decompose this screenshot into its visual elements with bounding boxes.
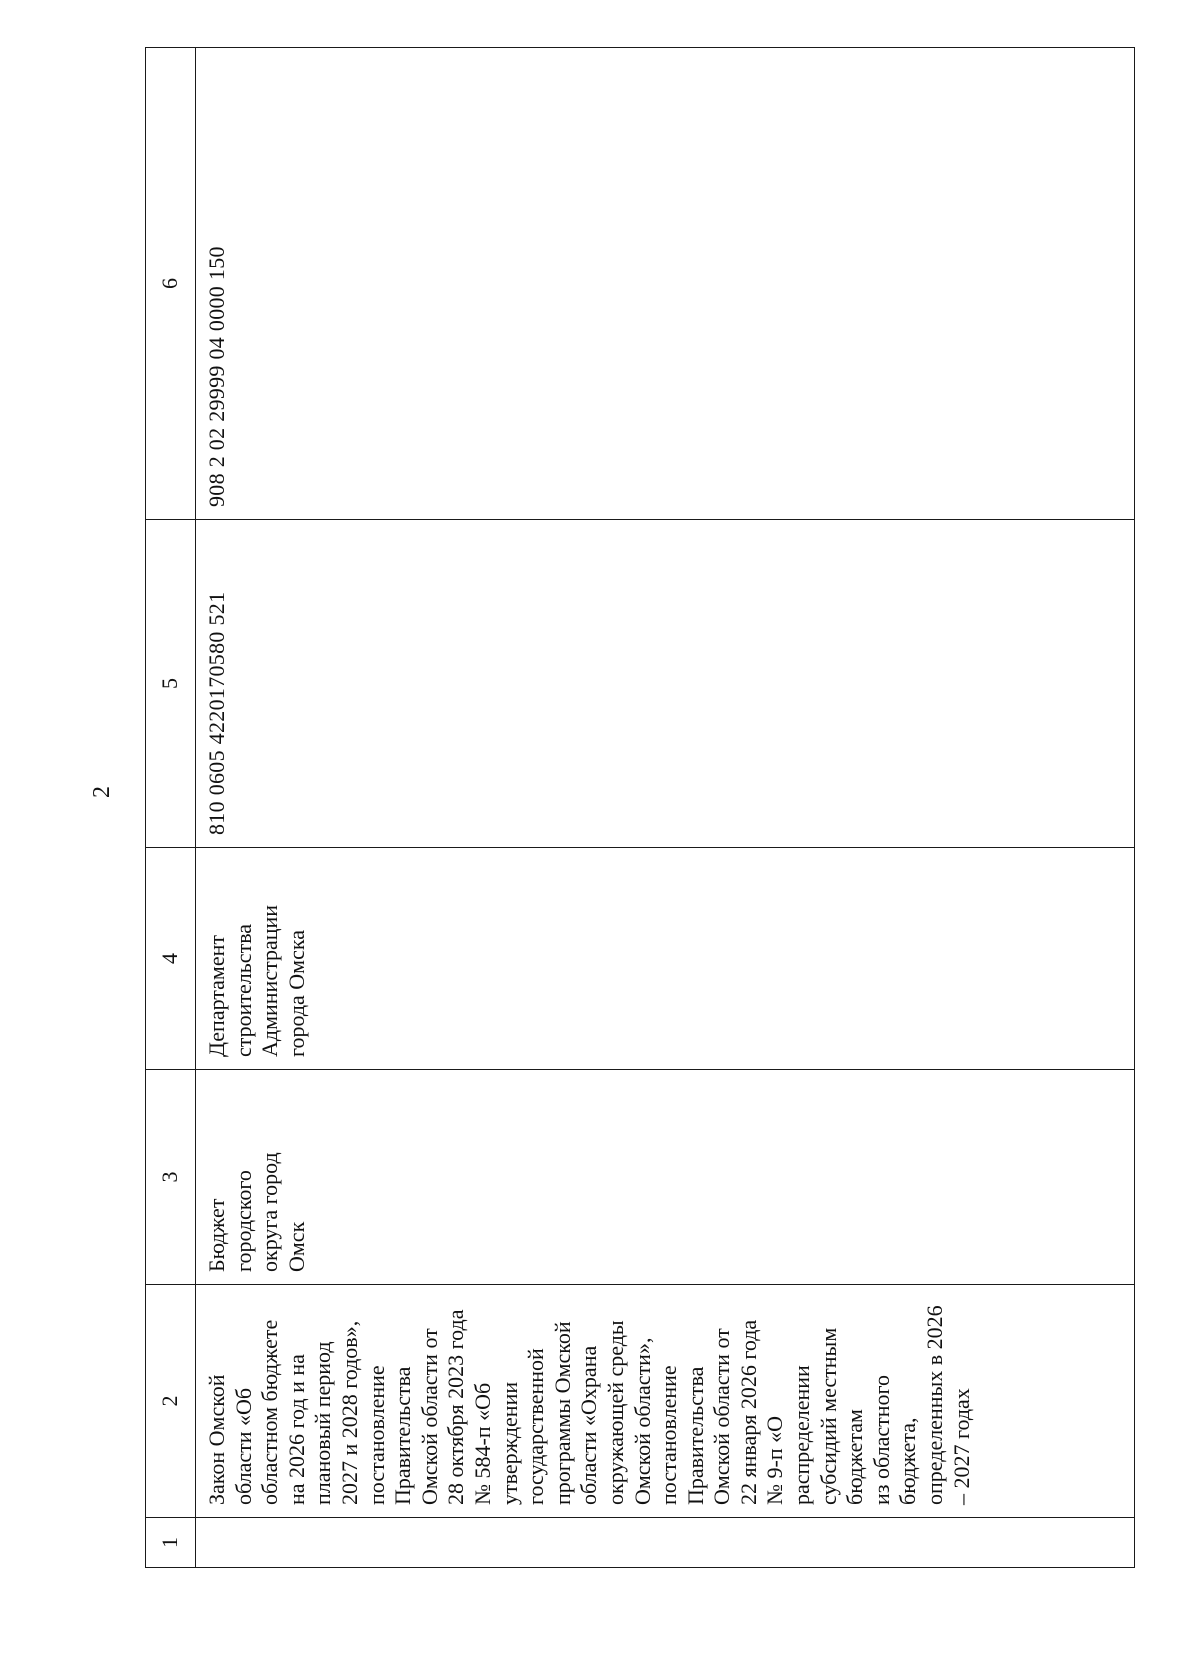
cell-legal-basis [196,1285,1135,1518]
legal-basis-text: Закон Омской области «Об областном бюджете на 2026 год и на плановый период 2027 и 2028 годов», постановление Правительства Омской области от 28 октября 2023 года № 584-п «Об утверждении государственной программы Омской области «Охрана окружающей среды Омской области», постановление Правительства Омской области от 22 января 2026 года № 9-п «О распределении субсидий местным бюджетам из областного бюджета, определенных в 2026 – 2027 годах [204,1305,974,1505]
header-col-4: 4 [146,848,196,1070]
cell-expense-code [196,520,1135,848]
expense-code-text: 810 0605 4220170580 521 [204,591,229,835]
header-col-6: 6 [146,48,196,520]
header-col-3: 3 [146,1070,196,1285]
table-header-row [146,48,196,1568]
cell-revenue-code [196,48,1135,520]
cell-budget [196,1070,1135,1285]
header-col-1: 1 [146,1518,196,1568]
budget-table [145,47,1135,1568]
rotated-table-wrapper [145,48,1135,1568]
revenue-code-text: 908 2 02 29999 04 0000 150 [204,246,229,507]
department-text: Департамент строительства Администрации города Омска [204,904,309,1057]
table-row [196,48,1135,1568]
cell-col-1 [196,1518,1135,1568]
budget-text: Бюджет городского округа город Омск [204,1152,309,1272]
header-col-2: 2 [146,1285,196,1518]
header-col-5: 5 [146,520,196,848]
page-number: 2 [89,786,115,798]
cell-department [196,848,1135,1070]
